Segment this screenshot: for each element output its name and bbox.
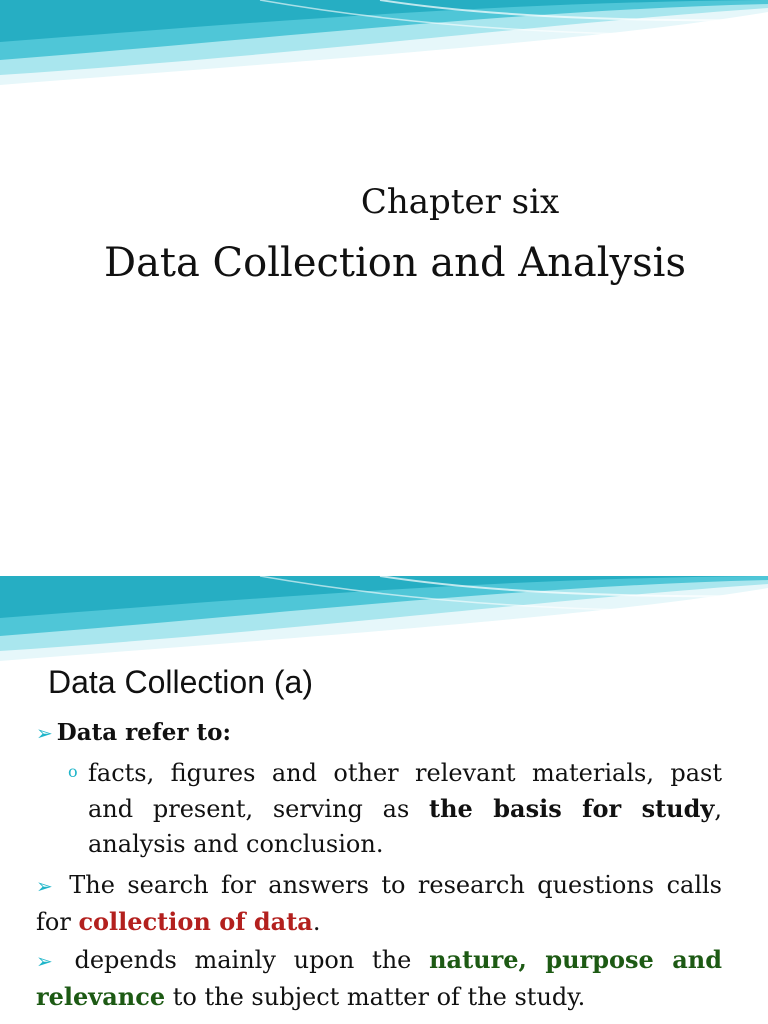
bullet-label: Data refer to: <box>56 719 232 746</box>
wave-banner-graphic <box>0 0 768 90</box>
chapter-heading: Chapter six <box>360 182 560 222</box>
circle-bullet-icon: o <box>68 762 78 781</box>
arrow-bullet-icon: ➢ <box>36 949 53 973</box>
bullet-search: ➢ The search for answers to research questions calls for collection of data. <box>36 871 722 936</box>
section-heading: Data Collection (a) <box>48 664 313 700</box>
arrow-bullet-icon: ➢ <box>36 874 53 898</box>
wave-banner-graphic <box>0 576 768 666</box>
bullet-data-refer <box>36 716 231 750</box>
slide-2 <box>0 576 768 1024</box>
sub-bullet-text: facts, figures and other relevant materials, past and present, serving as the basis for study, analysis and conclusion. <box>88 759 722 858</box>
bullet-depends: ➢ depends mainly upon the nature, purpose and relevance to the subject matter of the study. <box>36 945 722 1011</box>
arrow-bullet-icon: ➢ <box>36 721 53 745</box>
slide-title: Data Collection and Analysis <box>104 240 686 286</box>
